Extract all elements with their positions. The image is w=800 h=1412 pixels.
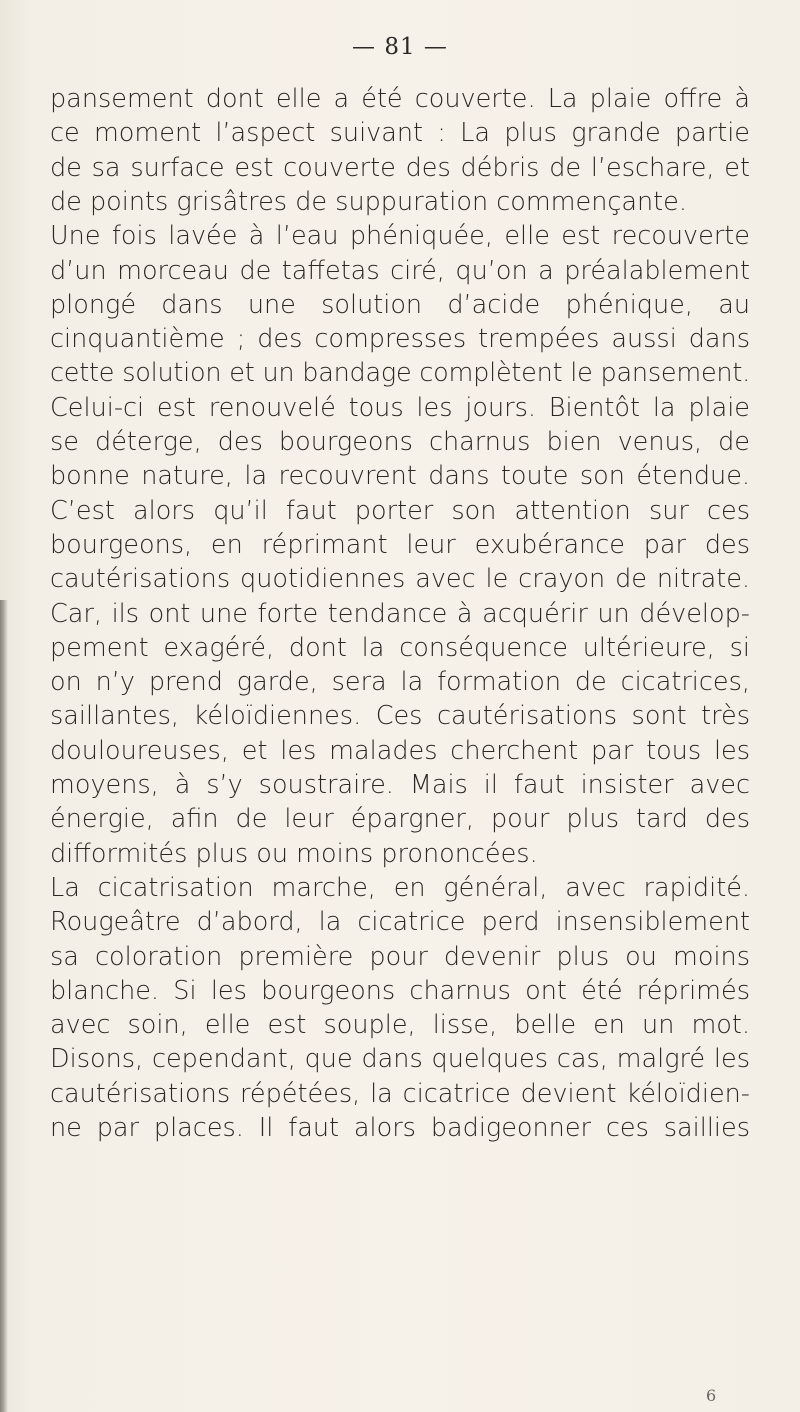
text-line: d’un morceau de taffetas ciré, qu’on a préalablement: [50, 255, 750, 286]
text-line: sa coloration première pour devenir plus ou moins: [50, 941, 750, 972]
text-line: C’est alors qu’il faut porter son attention sur ces: [50, 495, 750, 526]
text-line: avec soin, elle est souple, lisse, belle en un mot.: [50, 1010, 750, 1041]
text-line: bonne nature, la recouvrent dans toute son étendue.: [50, 461, 750, 492]
text-line: de sa surface est couverte des débris de l’eschare, et: [50, 152, 750, 183]
text-line: La cicatrisation marche, en général, avec rapidité.: [50, 872, 750, 903]
text-line: ce moment l’aspect suivant : La plus grande partie: [50, 118, 750, 149]
text-line: moyens, à s’y soustraire. Mais il faut insister avec: [50, 770, 750, 800]
text-line: Celui-ci est renouvelé tous les jours. Bientôt la plaie: [50, 392, 750, 423]
text-line: douloureuses, et les malades cherchent par tous les: [50, 735, 750, 766]
text-line: difformités plus ou moins prononcées.: [50, 838, 538, 869]
page-number: — 81 —: [352, 34, 448, 60]
text-line: on n’y prend garde, sera la formation de cicatrices,: [50, 667, 750, 698]
text-line: Une fois lavée à l’eau phéniquée, elle est recouverte: [50, 221, 750, 252]
text-line: cautérisations quotidiennes avec le crayon de nitrate.: [50, 564, 750, 595]
text-line: Rougeâtre d’abord, la cicatrice perd insensiblement: [50, 907, 750, 938]
text-line: Disons, cependant, que dans quelques cas, malgré les: [50, 1044, 750, 1075]
text-line: bourgeons, en réprimant leur exubérance par des: [50, 529, 750, 560]
text-line: Car, ils ont une forte tendance à acquérir un dévelop-: [50, 598, 750, 629]
text-line: cette solution et un bandage complètent le pansement.: [50, 358, 750, 389]
text-line: blanche. Si les bourgeons charnus ont été réprimés: [50, 975, 750, 1006]
binding-shadow: [0, 600, 8, 1412]
text-line: ne par places. Il faut alors badigeonner ces saillies: [50, 1113, 750, 1143]
text-line: de points grisâtres de suppuration commençante.: [50, 186, 687, 217]
text-line: plongé dans une solution d’acide phénique, au: [50, 289, 750, 320]
text-line: pansement dont elle a été couverte. La plaie offre à: [50, 84, 750, 114]
text-line: cinquantième ; des compresses trempées aussi dans: [50, 324, 750, 355]
text-line: se déterge, des bourgeons charnus bien venus, de: [50, 427, 750, 457]
text-line: cautérisations répétées, la cicatrice devient kéloïdien-: [50, 1078, 750, 1109]
text-line: saillantes, kéloïdiennes. Ces cautérisations sont très: [50, 701, 750, 732]
text-line: énergie, afin de leur épargner, pour plus tard des: [50, 804, 750, 835]
signature-mark: 6: [706, 1386, 717, 1405]
text-line: pement exagéré, dont la conséquence ultérieure, si: [50, 632, 750, 663]
